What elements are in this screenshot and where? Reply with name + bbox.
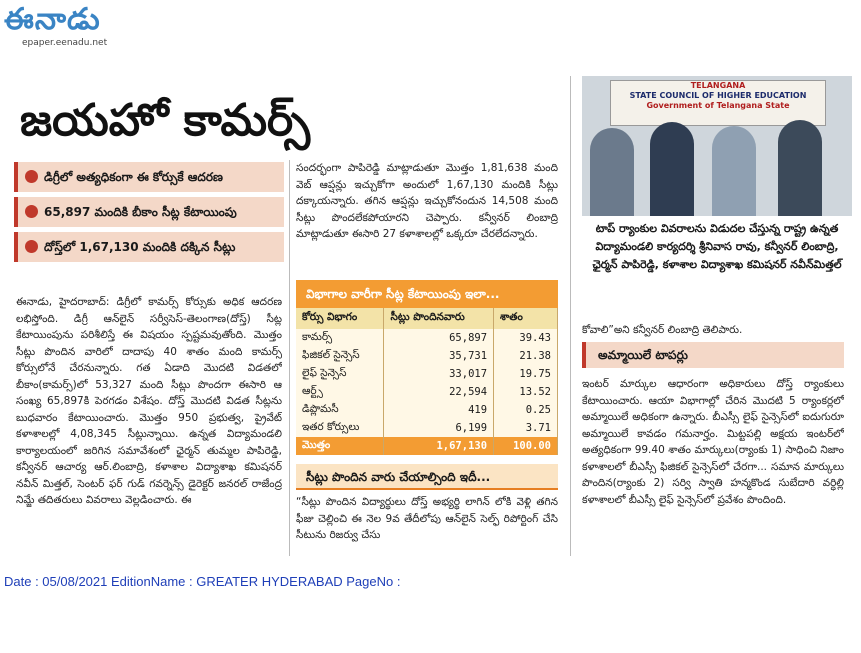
table-cell: 6,199	[384, 419, 494, 437]
table-row	[296, 365, 558, 383]
article-column-1: ఈనాడు, హైదరాబాద్: డిగ్రీలో కామర్స్ కోర్సుకు అధిక ఆదరణ లభిస్తోంది. డిగ్రీ ఆన్‌లైన్ సర్వీసెస్-తెలంగాణ(దోస్త్) సీట్ల కేటాయింపును పరిశీలిస్తే ఈ విషయం స్పష్టమవుతోంది. మొత్తం సీట్లు పొందిన వారిలో దాదాపు 40 శాతం మంది కామర్స్ కోర్సులోనే చేరనున్నారు. గత ఏడాది మొదటి విడతలో బీకాం(కామర్స్)లో 53,327 మంది సీట్లు పొందగా ఈసారి ఆ సంఖ్య 65,897కి పెరగడం విశేషం. దోస్త్ మొదటి విడత సీట్లను బుధవారం కేటాయించారు. మొత్తం 950 ప్రభుత్వ, ప్రైవేట్ కళాశాలల్లో 4,08,345 సీట్లున్నాయి. ఉన్నత విద్యామండలి కార్యాలయంలో జరిగిన సమావేశంలో ఛైర్మన్ తుమ్మల పాపిరెడ్డి, కన్వీనర్ ఆచార్య ఆర్.లింబాద్రి, కళాశాల విద్యాశాఖ కమిషనర్ నవీన్ మిత్తల్, సెంటర్ ఫర్ గుడ్ గవర్నెన్స్ డైరెక్టర్ జనరల్ రాజేంద్ర నిమ్జే తదితరులు వివరాలు వెల్లడించారు. ఈ	[16, 296, 282, 506]
person-figure	[712, 126, 756, 216]
table-cell: ఆర్ట్స్	[296, 383, 384, 401]
table-cell: కామర్స్	[296, 329, 384, 347]
bullet-text: దోస్త్‌లో 1,67,130 మందికి దక్కిన సీట్లు	[44, 240, 236, 254]
highlight-bullets	[14, 162, 284, 267]
table-header: శాతం	[494, 308, 558, 329]
table-header-row	[296, 308, 558, 329]
photo-caption: టాప్ ర్యాంకుల వివరాలను విడుదల చేస్తున్న రాష్ట్ర ఉన్నత విద్యామండలి కార్యదర్శి శ్రీనివాస రావు, కన్వీనర్ లింబాద్రి, ఛైర్మన్ పాపిరెడ్డి, కళాశాల విద్యాశాఖ కమిషనర్ నవీన్‌మిత్తల్	[582, 220, 852, 314]
article-column-2-continued: “సీట్లు పొందిన విద్యార్థులు దోస్త్ అభ్యర్థి లాగిన్ లోకి వెళ్లి తగిన ఫీజు చెల్లించి ఈ నెల 9వ తేదీలోపు ఆన్‌లైన్ సెల్ఫ్ రిపోర్టింగ్ చేసి సీటును రిజర్వు చేసు	[296, 496, 558, 541]
table-row	[296, 347, 558, 365]
table-cell: 35,731	[384, 347, 494, 365]
bullet-item	[14, 162, 284, 192]
table-total-row	[296, 437, 558, 455]
table-cell: 1,67,130	[384, 437, 494, 455]
table-cell: 100.00	[494, 437, 558, 455]
seat-allocation-table	[296, 280, 558, 460]
banner-text: STATE COUNCIL OF HIGHER EDUCATION	[629, 91, 807, 100]
table-row	[296, 419, 558, 437]
masthead	[0, 0, 200, 58]
article-column-3: కోవాలి”అని కన్వీనర్ లింబాద్రి తెలిపారు.	[582, 324, 743, 336]
table-cell: 0.25	[494, 401, 558, 419]
person-figure	[590, 128, 634, 216]
column-divider	[289, 160, 290, 556]
banner-text: Government of Telangana State	[646, 101, 790, 110]
table-header: సీట్లు పొందినవారు	[384, 308, 494, 329]
table-cell: లైఫ్ సైన్సెస్	[296, 365, 384, 383]
table-cell: 22,594	[384, 383, 494, 401]
table-cell: 21.38	[494, 347, 558, 365]
bullet-dot-icon	[25, 205, 38, 218]
table-title: విభాగాల వారీగా సీట్ల కేటాయింపు ఇలా...	[296, 280, 558, 308]
photo-backdrop-banner	[610, 80, 826, 126]
bullet-item	[14, 232, 284, 262]
table-cell: ఫిజికల్ సైన్సెస్	[296, 347, 384, 365]
banner-text: TELANGANA	[690, 81, 746, 90]
table-grid	[296, 308, 558, 455]
article-column-2: సందర్భంగా పాపిరెడ్డి మాట్లాడుతూ మొత్తం 1,81,638 మంది వెబ్ ఆప్షన్లు ఇచ్చుకోగా అందులో 1,67,130 మందికి సీట్లు దక్కాయన్నారు. తగిన ఆప్షన్లు ఇచ్చుకోనందున 14,508 మంది సీట్లు పొందలేకపోయారని చెప్పారు. కన్వీనర్ లింబాద్రి మాట్లాడుతూ ఈసారి 27 కళాశాలల్లో ఒక్కరూ చేరలేదన్నారు.	[296, 162, 558, 240]
table-row	[296, 401, 558, 419]
table-header: కోర్సు విభాగం	[296, 308, 384, 329]
bullet-text: డిగ్రీలో అత్యధికంగా ఈ కోర్సుకే ఆదరణ	[44, 170, 223, 184]
table-cell: 65,897	[384, 329, 494, 347]
bullet-item	[14, 197, 284, 227]
headline: జయహో కామర్స్	[20, 95, 311, 146]
table-cell: 19.75	[494, 365, 558, 383]
bullet-dot-icon	[25, 170, 38, 183]
edition-footer: Date : 05/08/2021 EditionName : GREATER HYDERABAD PageNo :	[4, 574, 401, 589]
table-cell: 13.52	[494, 383, 558, 401]
table-cell: మొత్తం	[296, 437, 384, 455]
table-row	[296, 329, 558, 347]
table-cell: 3.71	[494, 419, 558, 437]
newspaper-logo[interactable]: ఈనాడు	[4, 2, 101, 37]
table-cell: డిప్లొమసీ	[296, 401, 384, 419]
epaper-url[interactable]: epaper.eenadu.net	[22, 38, 108, 48]
table-cell: 39.43	[494, 329, 558, 347]
section-subheading: సీట్లు పొందిన వారు చేయాల్సింది ఇదీ...	[296, 464, 558, 490]
person-figure	[778, 120, 822, 216]
section-subheading: అమ్మాయిలే టాపర్లు	[582, 342, 844, 368]
table-cell: 33,017	[384, 365, 494, 383]
bullet-text: 65,897 మందికి బీకాం సీట్ల కేటాయింపు	[44, 205, 237, 219]
table-row	[296, 383, 558, 401]
bullet-dot-icon	[25, 240, 38, 253]
table-cell: ఇతర కోర్సులు	[296, 419, 384, 437]
article-column-3-continued: ఇంటర్ మార్కుల ఆధారంగా అధికారులు దోస్త్ ర్యాంకులు కేటాయించారు. ఆయా విభాగాల్లో చేరిన మొదటి 5 ర్యాంకర్లలో అమ్మాయిలే అధికంగా ఉన్నారు. బీఎస్సీ లైఫ్ సైన్సెస్‌లో ఐదుగురూ అమ్మాయిలే కావడం గమనార్హం. మిట్టపల్లి అక్షయ ఇంటర్‌లో అత్యధికంగా 99.40 శాతం మార్కులు(ర్యాంకు 1) సాధించి నిజాం కళాశాలలో బీఎస్సీ ఫిజికల్ సైన్సెస్‌లో చేరగా... సమాన మార్కులు పొందిన(ర్యాంకు 2) సర్వి స్వాతి హన్మకొండ సుబేదారి వర్ధిల్లి కళాశాలలో బీఎస్సీ లైఫ్ సైన్సెస్‌లో ప్రవేశం పొందింది.	[582, 378, 844, 506]
table-cell: 419	[384, 401, 494, 419]
news-photo	[582, 76, 852, 216]
person-figure	[650, 122, 694, 216]
column-divider	[570, 76, 571, 556]
